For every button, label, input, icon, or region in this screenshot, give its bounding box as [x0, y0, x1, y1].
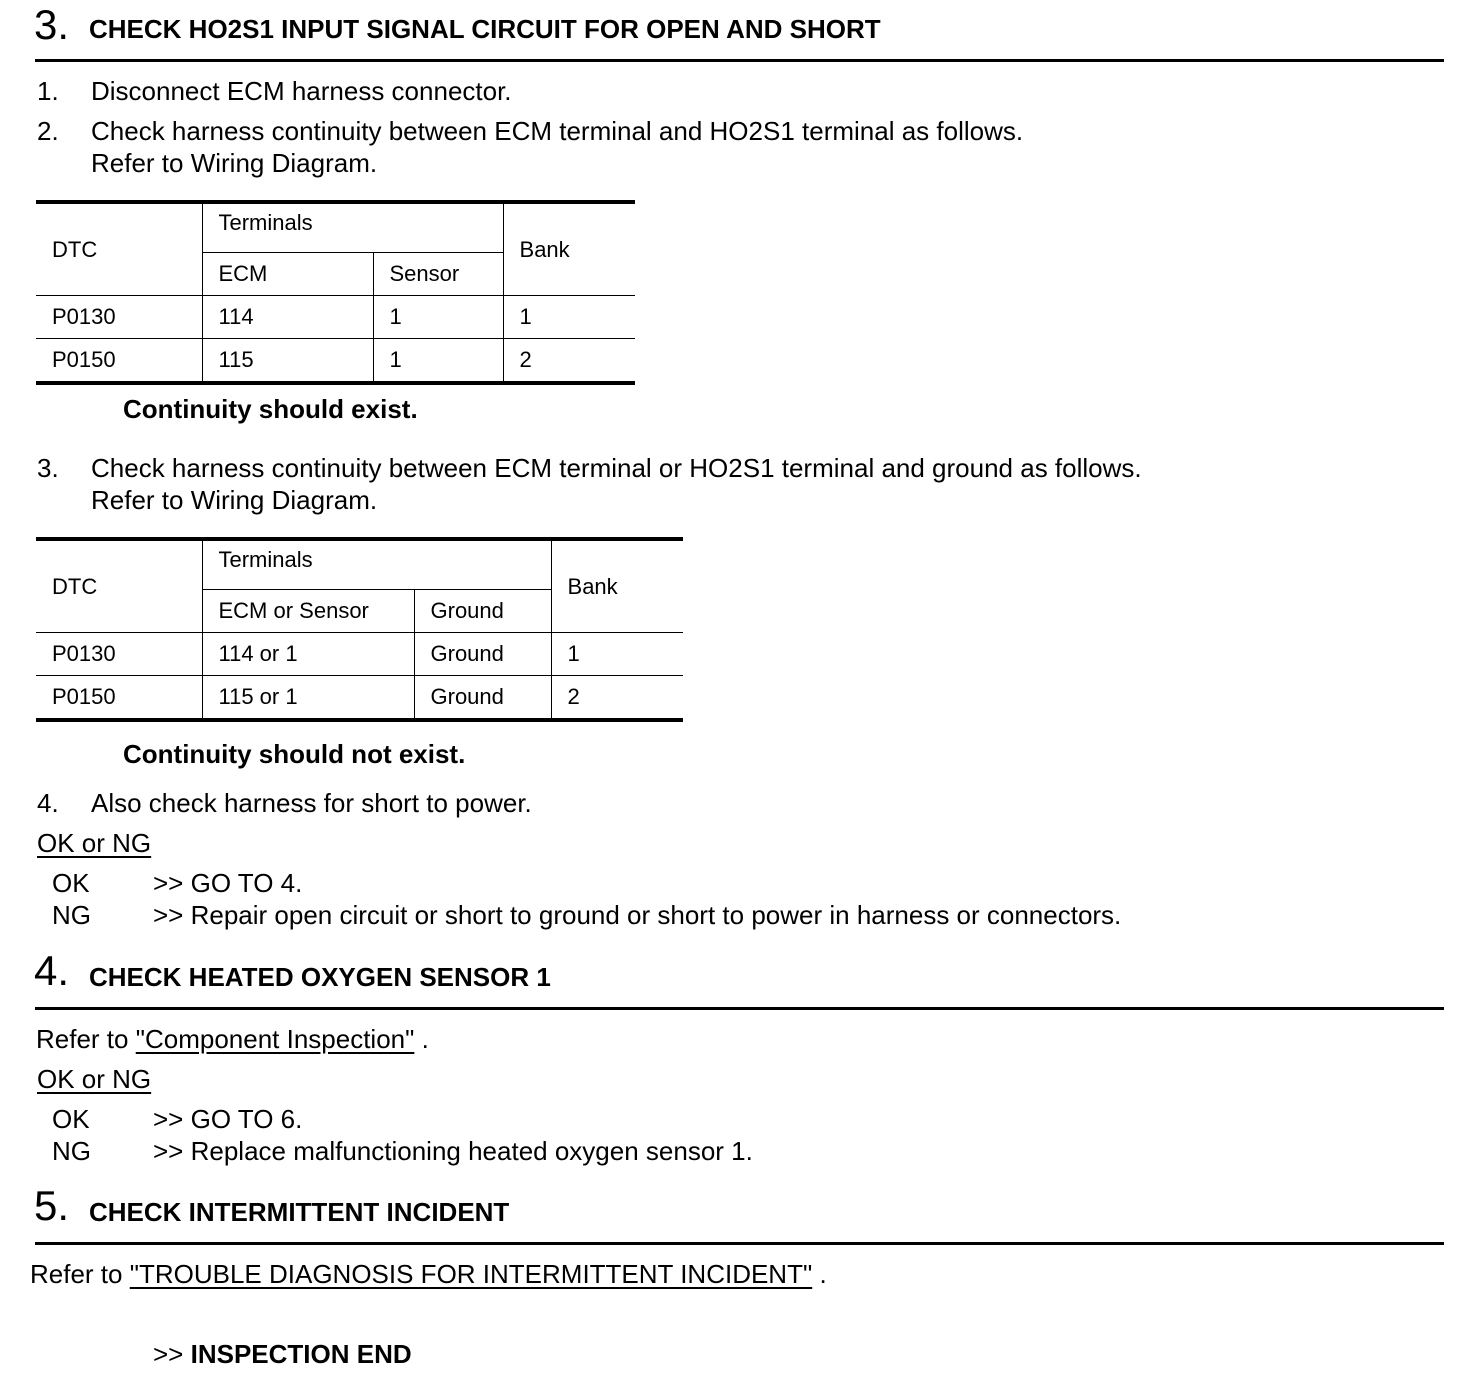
table-row [36, 339, 635, 384]
table2-cell-ground: Ground [414, 676, 551, 721]
refer-line-5 [30, 1259, 827, 1289]
section-3-divider [35, 59, 1444, 62]
table1-cell-dtc: P0130 [36, 296, 202, 339]
table1-cell-sensor: 1 [373, 339, 503, 384]
table2-cell-dtc: P0130 [36, 633, 202, 676]
table1-header-sensor: Sensor [373, 253, 503, 296]
refer-prefix-5: Refer to [30, 1259, 123, 1289]
ok-action-3: >> GO TO 4. [153, 868, 303, 898]
ok-label-4: OK [52, 1104, 90, 1134]
continuity-table-1 [36, 200, 635, 385]
table-row [36, 633, 683, 676]
step-2-text-line2: Refer to Wiring Diagram. [91, 148, 378, 178]
ng-label-3: NG [52, 900, 91, 930]
table1-header-dtc: DTC [36, 202, 202, 296]
continuity-note-2: Continuity should not exist. [123, 739, 466, 769]
section-5-divider [35, 1242, 1444, 1245]
step-2-number: 2. [37, 116, 59, 146]
table1-cell-sensor: 1 [373, 296, 503, 339]
table2-header-terminals: Terminals [202, 539, 551, 590]
table1-cell-dtc: P0150 [36, 339, 202, 384]
section-4-number: 4. [34, 947, 70, 994]
section-5-title: CHECK INTERMITTENT INCIDENT [89, 1197, 510, 1227]
ng-action-4: >> Replace malfunctioning heated oxygen sensor 1. [153, 1136, 753, 1166]
table2-cell-bank: 1 [551, 633, 683, 676]
step-1-number: 1. [37, 76, 59, 106]
trouble-diagnosis-link[interactable]: "TROUBLE DIAGNOSIS FOR INTERMITTENT INCIDENT" [129, 1259, 813, 1289]
table1-header-bank: Bank [503, 202, 635, 296]
table1-cell-ecm: 115 [202, 339, 373, 384]
component-inspection-link[interactable]: "Component Inspection" [135, 1024, 415, 1054]
continuity-table-2 [36, 537, 683, 722]
table2-cell-dtc: P0150 [36, 676, 202, 721]
table1-cell-bank: 2 [503, 339, 635, 384]
step-3-number: 3. [37, 453, 59, 483]
ng-action-3: >> Repair open circuit or short to ground or short to power in harness or connectors. [153, 900, 1122, 930]
section-4-title: CHECK HEATED OXYGEN SENSOR 1 [89, 962, 551, 992]
step-2-text: Check harness continuity between ECM terminal and HO2S1 terminal as follows. [91, 116, 1024, 146]
step-4-number: 4. [37, 788, 59, 818]
refer-prefix-4: Refer to [36, 1024, 129, 1054]
step-3-text-line2: Refer to Wiring Diagram. [91, 485, 378, 515]
refer-suffix-4: . [421, 1024, 429, 1054]
refer-line-4 [36, 1024, 429, 1054]
section-3-number: 3. [34, 1, 70, 48]
table2-cell-ground: Ground [414, 633, 551, 676]
inspection-end [153, 1339, 412, 1369]
table2-cell-ecm-or-sensor: 115 or 1 [202, 676, 414, 721]
refer-suffix-5: . [819, 1259, 827, 1289]
inspection-end-arrow: >> [153, 1339, 184, 1369]
table-row [36, 296, 635, 339]
table-row [36, 676, 683, 721]
section-4-divider [35, 1007, 1444, 1010]
step-4-text: Also check harness for short to power. [91, 788, 532, 818]
table1-header-terminals: Terminals [202, 202, 503, 253]
step-1-text: Disconnect ECM harness connector. [91, 76, 512, 106]
ok-or-ng-heading-4: OK or NG [37, 1064, 152, 1094]
table2-header-bank: Bank [551, 539, 683, 633]
table2-header-ecm-or-sensor: ECM or Sensor [202, 590, 414, 633]
table2-header-dtc: DTC [36, 539, 202, 633]
step-3-text: Check harness continuity between ECM terminal or HO2S1 terminal and ground as follows. [91, 453, 1142, 483]
ng-label-4: NG [52, 1136, 91, 1166]
table2-cell-ecm-or-sensor: 114 or 1 [202, 633, 414, 676]
inspection-end-label: INSPECTION END [190, 1339, 412, 1369]
table2-header-ground: Ground [414, 590, 551, 633]
table2-cell-bank: 2 [551, 676, 683, 721]
ok-label-3: OK [52, 868, 90, 898]
section-3-title: CHECK HO2S1 INPUT SIGNAL CIRCUIT FOR OPEN AND SHORT [89, 14, 881, 44]
continuity-note-1: Continuity should exist. [123, 394, 418, 424]
table1-cell-ecm: 114 [202, 296, 373, 339]
ok-or-ng-heading-3: OK or NG [37, 828, 152, 858]
section-5-number: 5. [34, 1182, 70, 1229]
table1-header-ecm: ECM [202, 253, 373, 296]
table1-cell-bank: 1 [503, 296, 635, 339]
ok-action-4: >> GO TO 6. [153, 1104, 303, 1134]
